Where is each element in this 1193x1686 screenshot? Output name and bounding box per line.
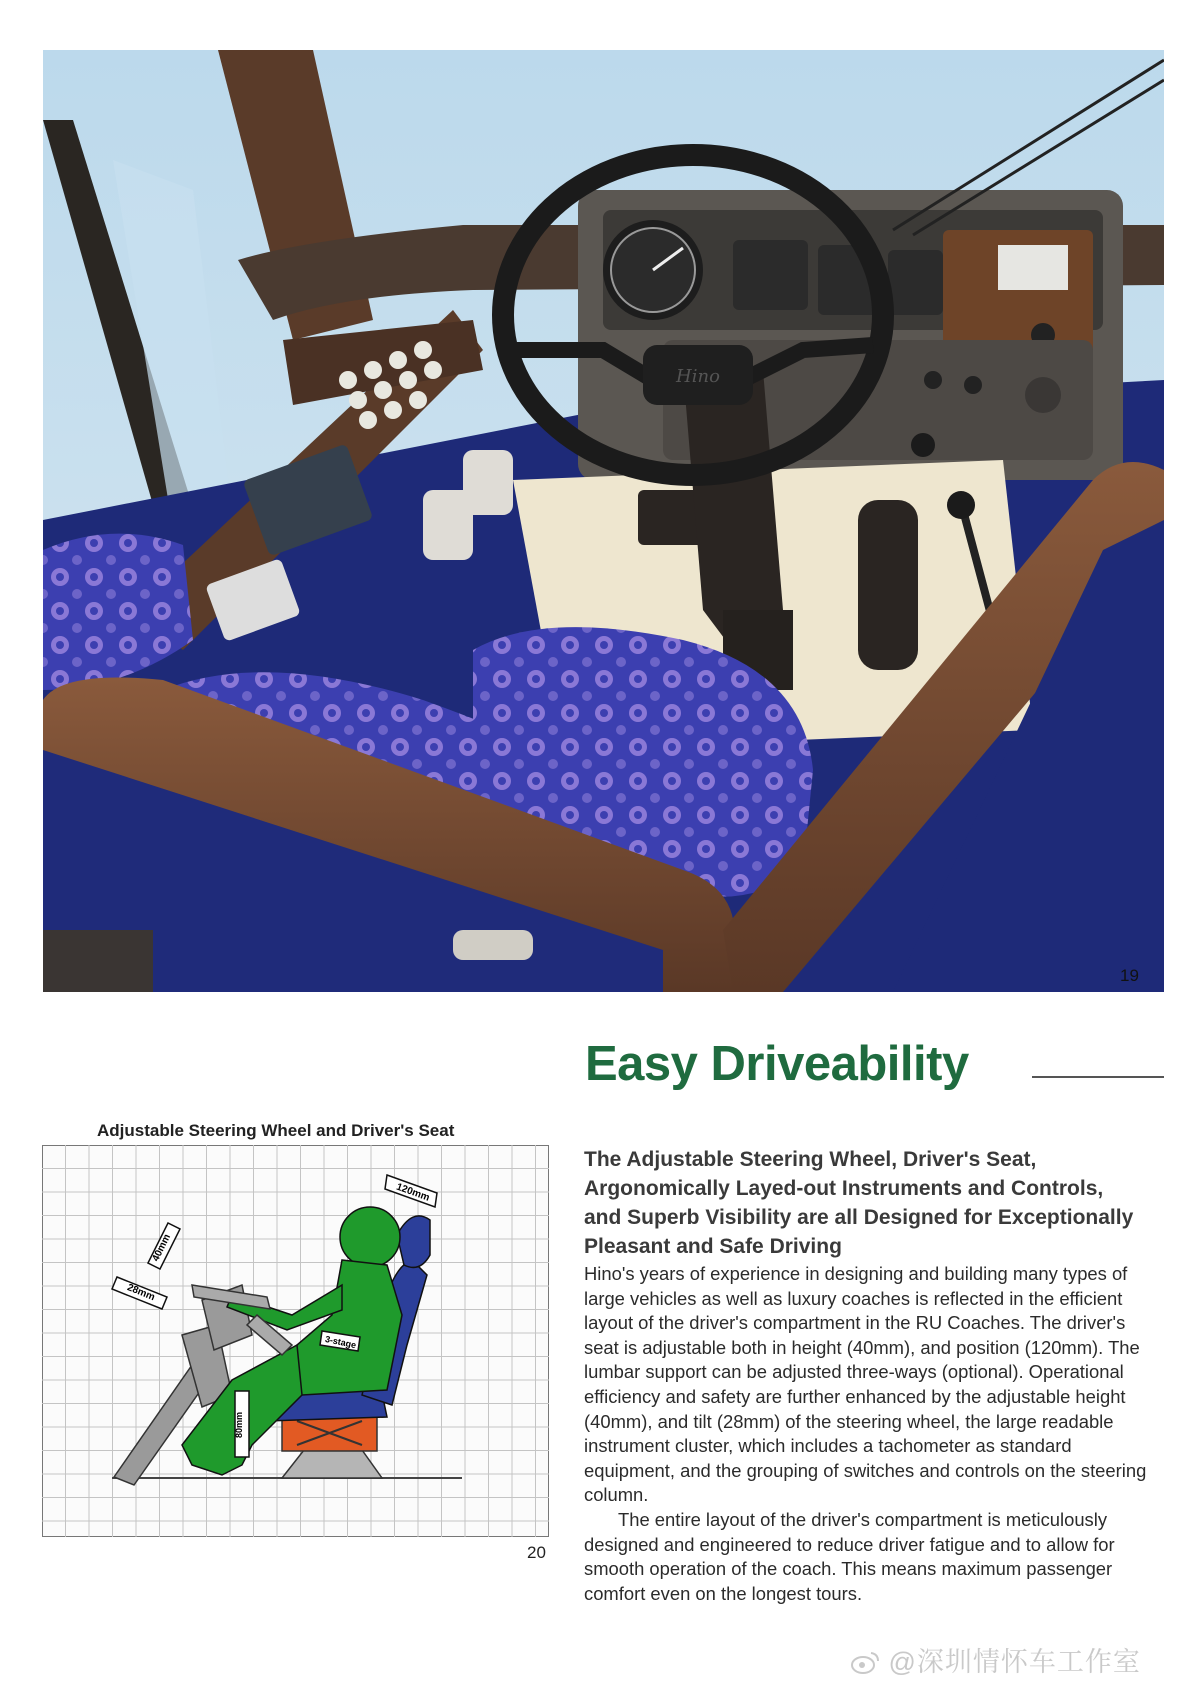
weibo-icon: [850, 1650, 880, 1674]
page-number-20: 20: [527, 1543, 546, 1562]
body-paragraph-1: Hino's years of experience in designing and building many types of large vehicles as well as luxury coaches is reflected in the efficient layout of the driver's compartment in the RU Coaches. The driver's seat is adjustable both in height (40mm), and position (120mm). The lumbar support can be adjusted three-ways (optional). Operational efficiency and safety are further enhanced by the adjustable height (40mm), and tilt (28mm) of the steering wheel, the large readable instrument cluster, which includes a tachometer as standard equipment, and the grouping of switches and controls on the steering column.: [584, 1263, 1147, 1506]
seat-adjustment-diagram: [42, 1145, 549, 1537]
steering-hub-logo: Hino: [676, 366, 720, 387]
svg-text:120mm: 120mm: [394, 1181, 431, 1204]
svg-text:28mm: 28mm: [125, 1282, 157, 1304]
body-paragraph-2: The entire layout of the driver's compartment is meticulously designed and engineered to reduce driver fatigue and to allow for smooth operation of the coach. This means maximum passenger comfort even on the longest tours.: [584, 1508, 1115, 1604]
headline-rule: [1032, 1076, 1164, 1078]
svg-text:3-stage: 3-stage: [324, 1333, 358, 1351]
watermark-text: @深圳情怀车工作室: [888, 1647, 1141, 1677]
label-seat-height-80mm: [234, 1391, 249, 1457]
subheading: The Adjustable Steering Wheel, Driver's Seat, Argonomically Layed-out Instruments and Controls, and Superb Visibility are all Designed for Exceptionally Pleasant and Safe Driving: [584, 1148, 1134, 1258]
watermark: [850, 1640, 1141, 1679]
diagram-caption: Adjustable Steering Wheel and Driver's Seat: [97, 1121, 455, 1140]
driver-compartment-photo: [43, 50, 1164, 992]
body-text: [584, 1262, 1159, 1606]
page-headline: Easy Driveability: [585, 1037, 969, 1091]
svg-text:40mm: 40mm: [150, 1232, 174, 1264]
page-number-19: 19: [1120, 966, 1139, 985]
svg-text:80mm: 80mm: [234, 1411, 244, 1439]
